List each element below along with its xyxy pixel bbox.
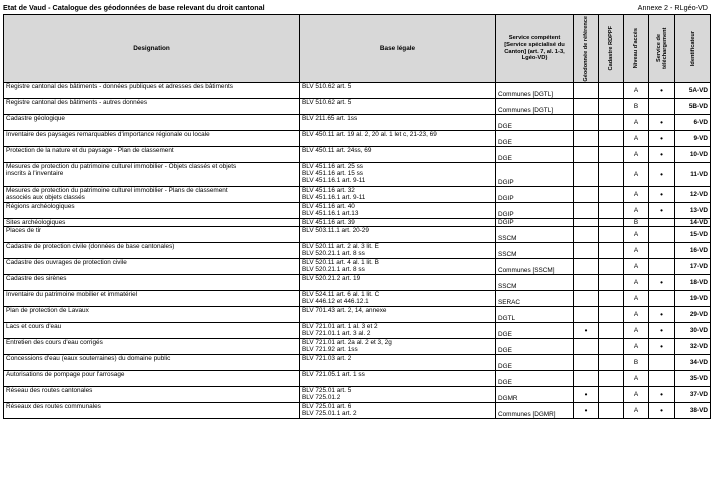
niveau-cell: A [624,371,649,387]
designation-cell [4,187,300,203]
page-header [3,2,710,14]
telechargement-cell [649,243,675,259]
telechargement-cell [649,219,675,227]
designation-line: Réseaux des routes communales [6,403,101,410]
col-header-georef: Géodonnée de référence [574,15,599,83]
designation-line: Concessions d'eau (eaux souterraines) du domaine public [6,355,171,362]
base-legale-line: BLV 520.21.2 art. 19 [302,275,361,282]
base-legale-line: BLV 721.92 art. 1ss [302,346,358,353]
cadastre-cell [599,291,624,307]
base-legale-cell [300,131,496,147]
base-legale-line: BLV 510.62 art. 5 [302,83,352,90]
service-cell: SSCM [496,275,574,291]
telechargement-cell: • [649,187,675,203]
telechargement-cell [649,227,675,243]
designation-line: Cadastre des sirènes [6,275,67,282]
designation-line: Cadastre géologique [6,115,65,122]
designation-line: Entretien des cours d'eau corrigés [6,339,103,346]
georef-cell [574,371,599,387]
service-cell: DGE [496,147,574,163]
telechargement-cell: • [649,307,675,323]
telechargement-cell: • [649,323,675,339]
designation-line: Inventaire des paysages remarquables d'importance régionale ou locale [6,131,210,138]
service-cell: DGE [496,323,574,339]
niveau-cell: A [624,187,649,203]
service-cell: DGMR [496,387,574,403]
identificateur-cell: 34-VD [675,355,711,371]
designation-cell [4,323,300,339]
base-legale-line: BLV 451.16.1 art. 9-11 [302,177,366,184]
designation-line: Réseau des routes cantonales [6,387,93,394]
designation-line: Registre cantonal des bâtiments - données publiques et adresses des bâtiments [6,83,234,90]
georef-cell [574,339,599,355]
designation-cell [4,219,300,227]
annex-label: Annexe 2 - RLgéo-VD [637,3,708,12]
designation-line: Cadastre des ouvrages de protection civile [6,259,127,266]
base-legale-cell [300,99,496,115]
base-legale-cell [300,187,496,203]
cadastre-cell [599,147,624,163]
niveau-cell: A [624,131,649,147]
georef-cell: • [574,323,599,339]
base-legale-line: BLV 450.11 art. 24ss, 69 [302,147,372,154]
cadastre-cell [599,387,624,403]
table-row [4,259,711,275]
designation-line: Sites archéologiques [6,219,66,226]
cadastre-cell [599,131,624,147]
identificateur-cell: 19-VD [675,291,711,307]
service-cell: DGIP [496,187,574,203]
base-legale-cell [300,163,496,187]
cadastre-cell [599,115,624,131]
cadastre-cell [599,227,624,243]
service-cell: DGE [496,339,574,355]
telechargement-cell [649,355,675,371]
table-row [4,323,711,339]
identificateur-cell: 32-VD [675,339,711,355]
service-cell: SSCM [496,243,574,259]
telechargement-cell [649,371,675,387]
telechargement-cell: • [649,131,675,147]
col-header-designation: Designation [4,15,300,83]
base-legale-line: BLV 451.16 art. 39 [302,219,355,226]
table-row [4,219,711,227]
base-legale-line: BLV 451.16 art. 40 [302,203,355,210]
niveau-cell: A [624,203,649,219]
identificateur-cell: 15-VD [675,227,711,243]
identificateur-cell: 11-VD [675,163,711,187]
service-cell: Communes [SSCM] [496,259,574,275]
col-header-cadastre: Cadastre RDPPF [599,15,624,83]
designation-cell [4,203,300,219]
base-legale-cell [300,219,496,227]
georef-cell: • [574,387,599,403]
base-legale-line: BLV 721.03 art. 2 [302,355,352,362]
niveau-cell: A [624,339,649,355]
table-row [4,187,711,203]
telechargement-cell: • [649,203,675,219]
base-legale-line: BLV 721.05.1 art. 1 ss [302,371,365,378]
georef-cell [574,259,599,275]
identificateur-cell: 5B-VD [675,99,711,115]
designation-cell [4,387,300,403]
niveau-cell: A [624,403,649,419]
cadastre-cell [599,243,624,259]
base-legale-line: BLV 211.65 art. 1ss [302,115,358,122]
niveau-cell: A [624,227,649,243]
table-row [4,203,711,219]
telechargement-cell: • [649,115,675,131]
georef-cell: • [574,403,599,419]
telechargement-cell: • [649,163,675,187]
georef-cell [574,307,599,323]
col-header-telechargement: Service de téléchargement [649,15,675,83]
designation-line: Places de tir [6,227,42,234]
cadastre-cell [599,355,624,371]
designation-line: Inventaire du patrimoine mobilier et immatériel [6,291,138,298]
base-legale-line: BLV 725.01.1 art. 2 [302,410,357,417]
niveau-cell: B [624,219,649,227]
identificateur-cell: 37-VD [675,387,711,403]
base-legale-line: BLV 725.01 art. 5 [302,387,352,394]
base-legale-line: BLV 451.16 art. 25 ss [302,163,363,170]
niveau-cell: A [624,291,649,307]
georef-cell [574,187,599,203]
cadastre-cell [599,323,624,339]
base-legale-cell [300,355,496,371]
designation-cell [4,275,300,291]
base-legale-line: BLV 520.11 art. 4 al. 1 lit. B [302,259,379,266]
telechargement-cell: • [649,147,675,163]
cadastre-cell [599,203,624,219]
designation-cell [4,307,300,323]
designation-cell [4,131,300,147]
identificateur-cell: 12-VD [675,187,711,203]
base-legale-line: BLV 524.11 art. 6 al. 1 lit. C [302,291,380,298]
telechargement-cell: • [649,275,675,291]
base-legale-cell [300,291,496,307]
service-cell: SERAC [496,291,574,307]
telechargement-cell: • [649,387,675,403]
table-row [4,131,711,147]
georef-cell [574,219,599,227]
table-row [4,147,711,163]
identificateur-cell: 9-VD [675,131,711,147]
document-title: Etat de Vaud - Catalogue des géodonnées de base relevant du droit cantonal [3,3,265,12]
telechargement-cell: • [649,403,675,419]
table-row [4,243,711,259]
cadastre-cell [599,219,624,227]
base-legale-cell [300,227,496,243]
base-legale-cell [300,259,496,275]
designation-line: Registre cantonal des bâtiments - autres données [6,99,148,106]
table-row [4,115,711,131]
niveau-cell: A [624,387,649,403]
designation-line: Plan de protection de Lavaux [6,307,89,314]
base-legale-line: BLV 520.21.1 art. 8 ss [302,266,365,273]
designation-cell [4,147,300,163]
table-row [4,99,711,115]
georef-cell [574,243,599,259]
designation-line: Protection de la nature et du paysage - Plan de classement [6,147,174,154]
identificateur-cell: 35-VD [675,371,711,387]
base-legale-cell [300,339,496,355]
cadastre-cell [599,307,624,323]
telechargement-cell [649,99,675,115]
cadastre-cell [599,83,624,99]
niveau-cell: A [624,259,649,275]
base-legale-cell [300,147,496,163]
niveau-cell: A [624,147,649,163]
identificateur-cell: 13-VD [675,203,711,219]
identificateur-cell: 29-VD [675,307,711,323]
service-cell: SSCM [496,227,574,243]
base-legale-line: BLV 520.11 art. 2 al. 3 lit. E [302,243,379,250]
designation-cell [4,83,300,99]
base-legale-line: BLV 446.12 et 446.12.1 [302,298,369,305]
niveau-cell: A [624,115,649,131]
service-cell: DGTL [496,307,574,323]
base-legale-cell [300,115,496,131]
designation-cell [4,99,300,115]
base-legale-cell [300,323,496,339]
service-cell: DGE [496,371,574,387]
catalogue-table [3,14,711,419]
designation-cell [4,371,300,387]
service-cell: Communes [DGTL] [496,83,574,99]
designation-cell [4,339,300,355]
identificateur-cell: 38-VD [675,403,711,419]
georef-cell [574,83,599,99]
designation-line: Autorisations de pompage pour l'arrosage [6,371,125,378]
base-legale-cell [300,387,496,403]
base-legale-line: BLV 725.01 art. 6 [302,403,352,410]
col-header-base-legale: Base légale [300,15,496,83]
telechargement-cell: • [649,83,675,99]
niveau-cell: A [624,323,649,339]
base-legale-cell [300,203,496,219]
cadastre-cell [599,275,624,291]
table-row [4,371,711,387]
georef-cell [574,227,599,243]
base-legale-line: BLV 701.43 art. 2, 14, annexe [302,307,387,314]
designation-cell [4,243,300,259]
designation-line: Régions archéologiques [6,203,75,210]
designation-line: associés aux objets classés [6,194,85,201]
identificateur-cell: 16-VD [675,243,711,259]
table-row [4,339,711,355]
georef-cell [574,291,599,307]
designation-line: inscrits à l'inventaire [6,170,64,177]
niveau-cell: B [624,99,649,115]
niveau-cell: A [624,83,649,99]
table-row [4,275,711,291]
designation-line: Lacs et cours d'eau [6,323,62,330]
georef-cell [574,275,599,291]
col-header-identificateur: Identificateur [675,15,711,83]
cadastre-cell [599,99,624,115]
cadastre-cell [599,403,624,419]
table-row [4,387,711,403]
service-cell: DGIP [496,203,574,219]
designation-line: Mesures de protection du patrimoine culturel immobilier - Plans de classement [6,187,228,194]
base-legale-line: BLV 450.11 art. 19 al. 2, 20 al. 1 let c, 21-23, 69 [302,131,437,138]
designation-cell [4,115,300,131]
base-legale-line: BLV 721.01 art. 2a al. 2 et 3, 2g [302,339,392,346]
identificateur-cell: 5A-VD [675,83,711,99]
base-legale-cell [300,307,496,323]
telechargement-cell [649,259,675,275]
georef-cell [574,203,599,219]
niveau-cell: B [624,355,649,371]
table-header-row [4,15,711,83]
base-legale-cell [300,403,496,419]
identificateur-cell: 30-VD [675,323,711,339]
table-row [4,291,711,307]
designation-line: Cadastre de protection civile (données de base cantonales) [6,243,175,250]
base-legale-line: BLV 451.16 art. 32 [302,187,355,194]
cadastre-cell [599,259,624,275]
table-row [4,355,711,371]
base-legale-line: BLV 725.01.2 [302,394,341,401]
niveau-cell: A [624,163,649,187]
georef-cell [574,99,599,115]
service-cell: DGIP [496,163,574,187]
identificateur-cell: 14-VD [675,219,711,227]
table-row [4,163,711,187]
base-legale-cell [300,275,496,291]
col-header-service: Service compétent [Service spécialisé du Canton] (art. 7, al. 1-3, Lgéo-VD) [496,15,574,83]
georef-cell [574,355,599,371]
designation-cell [4,227,300,243]
georef-cell [574,115,599,131]
telechargement-cell [649,291,675,307]
designation-cell [4,403,300,419]
base-legale-line: BLV 503.11.1 art. 20-29 [302,227,369,234]
georef-cell [574,147,599,163]
base-legale-line: BLV 510.62 art. 5 [302,99,352,106]
base-legale-line: BLV 520.21.1 art. 8 ss [302,250,365,257]
designation-cell [4,259,300,275]
base-legale-line: BLV 451.16 art. 15 ss [302,170,363,177]
identificateur-cell: 10-VD [675,147,711,163]
cadastre-cell [599,187,624,203]
service-cell: Communes [DGMR] [496,403,574,419]
designation-cell [4,355,300,371]
service-cell: DGIP [496,219,574,227]
table-row [4,83,711,99]
base-legale-cell [300,243,496,259]
identificateur-cell: 17-VD [675,259,711,275]
service-cell: Communes [DGTL] [496,99,574,115]
cadastre-cell [599,163,624,187]
niveau-cell: A [624,307,649,323]
niveau-cell: A [624,243,649,259]
designation-cell [4,291,300,307]
telechargement-cell: • [649,339,675,355]
table-row [4,403,711,419]
cadastre-cell [599,371,624,387]
georef-cell [574,131,599,147]
service-cell: DGE [496,115,574,131]
designation-line: Mesures de protection du patrimoine culturel immobilier - Objets classés et objets [6,163,237,170]
table-row [4,307,711,323]
cadastre-cell [599,339,624,355]
designation-cell [4,163,300,187]
identificateur-cell: 18-VD [675,275,711,291]
georef-cell [574,163,599,187]
niveau-cell: A [624,275,649,291]
base-legale-line: BLV 451.16.1 art.13 [302,210,359,217]
service-cell: DGE [496,131,574,147]
base-legale-cell [300,371,496,387]
base-legale-line: BLV 451.16.1 art. 9-11 [302,194,366,201]
service-cell: DGE [496,355,574,371]
base-legale-cell [300,83,496,99]
base-legale-line: BLV 721.01 art. 1 al. 3 et 2 [302,323,378,330]
table-row [4,227,711,243]
base-legale-line: BLV 721.01.1 art. 3 al. 2 [302,330,371,337]
col-header-niveau: Niveau d'accès [624,15,649,83]
identificateur-cell: 6-VD [675,115,711,131]
